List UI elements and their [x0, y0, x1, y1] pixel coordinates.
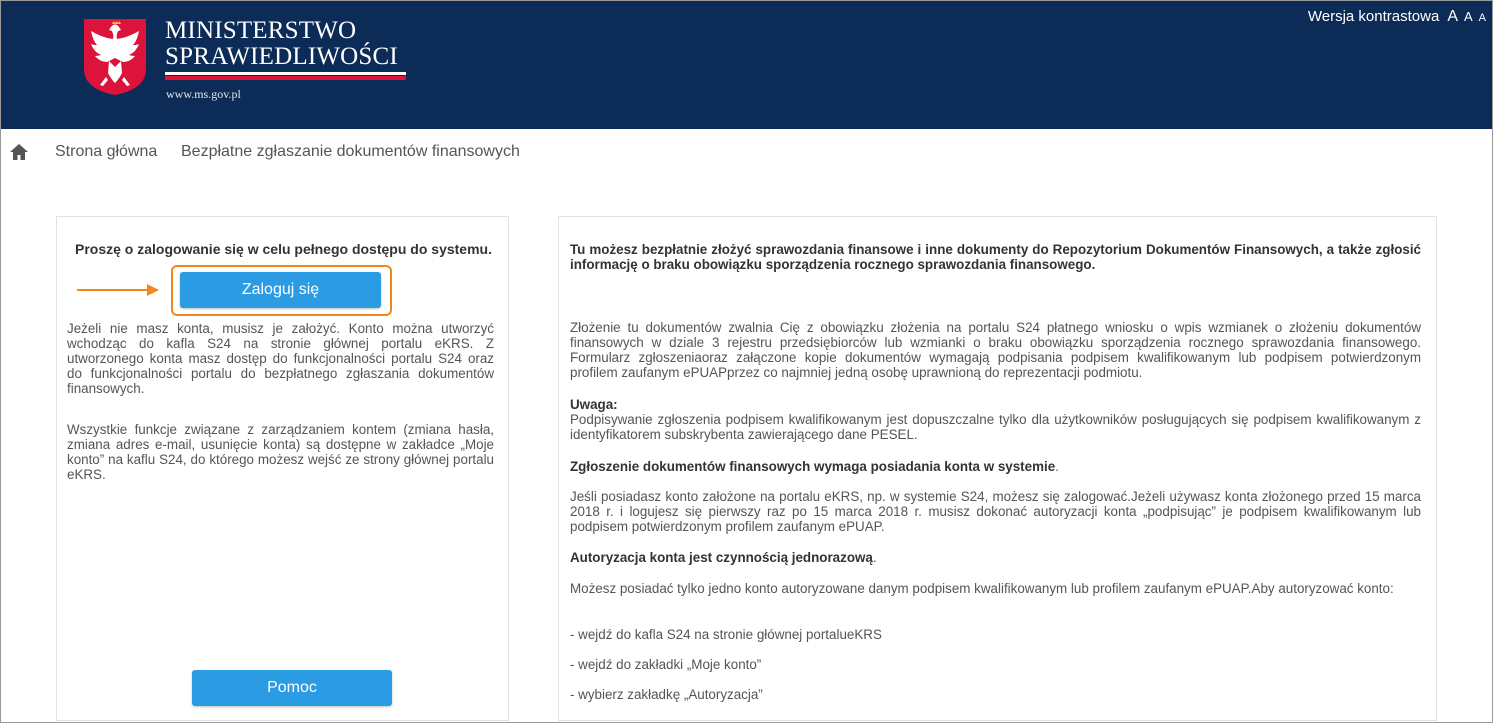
breadcrumb-home-link[interactable]: Strona główna	[55, 143, 158, 160]
login-panel	[56, 216, 509, 721]
brand-name-line2[interactable]: SPRAWIEDLIWOŚCI	[165, 43, 398, 70]
authorization-note-bold: Autoryzacja konta jest czynnością jednorazową	[570, 550, 873, 565]
font-size-medium-button[interactable]: A	[1463, 9, 1473, 24]
account-requirement-tail: .	[1055, 459, 1059, 474]
polish-eagle-emblem-icon[interactable]	[82, 17, 148, 97]
account-requirement	[570, 459, 1421, 474]
authorization-note	[570, 550, 1421, 565]
help-button[interactable]: Pomoc	[192, 670, 392, 706]
single-account-text: Możesz posiadać tylko jedno konto autoryzowane danym podpisem kwalifikowanym lub profilem zaufanym ePUAP.Aby autoryzować konto:	[570, 581, 1394, 596]
account-requirement-bold: Zgłoszenie dokumentów finansowych wymaga posiadania konta w systemie	[570, 459, 1056, 474]
authorization-note-tail: .	[872, 550, 877, 565]
login-button[interactable]: Zaloguj się	[180, 272, 381, 308]
brand-stripe-red	[165, 76, 406, 80]
info-intro: Tu możesz bezpłatnie złożyć sprawozdania finansowe i inne dokumenty do Repozytorium Dokumentów Finansowych, a także zgłosić informację o braku obowiązku sporządzenia rocznego sprawozdania finansowego.	[570, 242, 1421, 272]
account-management-text: Wszystkie funkcje związane z zarządzaniem kontem (zmiana hasła, zmiana adres e-mail, usunięcie konta) są dostępne w zakładce „Moje konto” na kaflu S24, do którego możesz wejść ze strony głównej portalu eKRS.	[67, 422, 494, 482]
arrow-right-icon	[77, 283, 159, 297]
step-item: - wejdź do zakładki „Moje konto”	[570, 657, 762, 672]
warning-heading: Uwaga:	[570, 397, 618, 412]
step-item: - wejdź do kafla S24 na stronie głównej portalueKRS	[570, 627, 882, 642]
home-icon[interactable]	[9, 143, 29, 161]
breadcrumb-current-page: Bezpłatne zgłaszanie dokumentów finansowych	[181, 143, 520, 160]
brand-name-line1[interactable]: MINISTERSTWO	[165, 17, 357, 44]
login-info-text: Jeśli posiadasz konto założone na portalu eKRS, np. w systemie S24, możesz się zalogować.Jeżeli używasz konta złożonego przed 15 marca 2018 r. i logujesz się pierwszy raz po 15 marca 2018 r. musisz dokonać autoryzacji konta „podpisując” je podpisem kwalifikowanym lub podpisem potwierdzonym profilem zaufanym ePUAP.	[570, 489, 1421, 534]
info-paragraph-exemption: Złożenie tu dokumentów zwalnia Cię z obowiązku złożenia na portalu S24 płatnego wniosku o wpis wzmianek o złożeniu dokumentów finansowych w dziale 3 rejestru przedsiębiorców lub wzmianki o braku obowiązku sporządzenia rocznego sprawozdania finansowego. Formularz zgłoszeniaoraz załączone kopie dokumentów wymagają podpisania podpisem kwalifikowanym lub podpisem potwierdzonym profilem zaufanym ePUAPprzez co najmniej jedną osobę uprawnioną do reprezentacji podmiotu.	[570, 320, 1421, 380]
brand-url[interactable]: www.ms.gov.pl	[166, 87, 241, 101]
account-info-text: Jeżeli nie masz konta, musisz je założyć. Konto można utworzyć wchodząc do kafla S24 na stronie głównej portalu eKRS. Z utworzonego konta masz dostęp do funkcjonalności portalu S24 oraz do funkcjonalności portalu do bezpłatnego zgłaszania dokumentów finansowych.	[67, 321, 494, 396]
step-item: - wybierz zakładkę „Autoryzacja”	[570, 687, 763, 702]
site-header	[1, 1, 1492, 129]
brand-stripe-white	[165, 72, 406, 75]
accessibility-bar	[1308, 8, 1486, 26]
font-size-large-button[interactable]: A	[1447, 8, 1458, 25]
font-size-small-button[interactable]: A	[1478, 12, 1486, 24]
warning-text: Podpisywanie zgłoszenia podpisem kwalifikowanym jest dopuszczalne tylko dla użytkowników posługujących się podpisem kwalifikowanym z identyfikatorem subskrybenta zawierającego dane PESEL.	[570, 412, 1421, 442]
info-panel	[558, 216, 1437, 721]
login-heading: Proszę o zalogowanie się w celu pełnego dostępu do systemu.	[75, 241, 492, 257]
contrast-version-link[interactable]: Wersja kontrastowa	[1307, 8, 1440, 25]
